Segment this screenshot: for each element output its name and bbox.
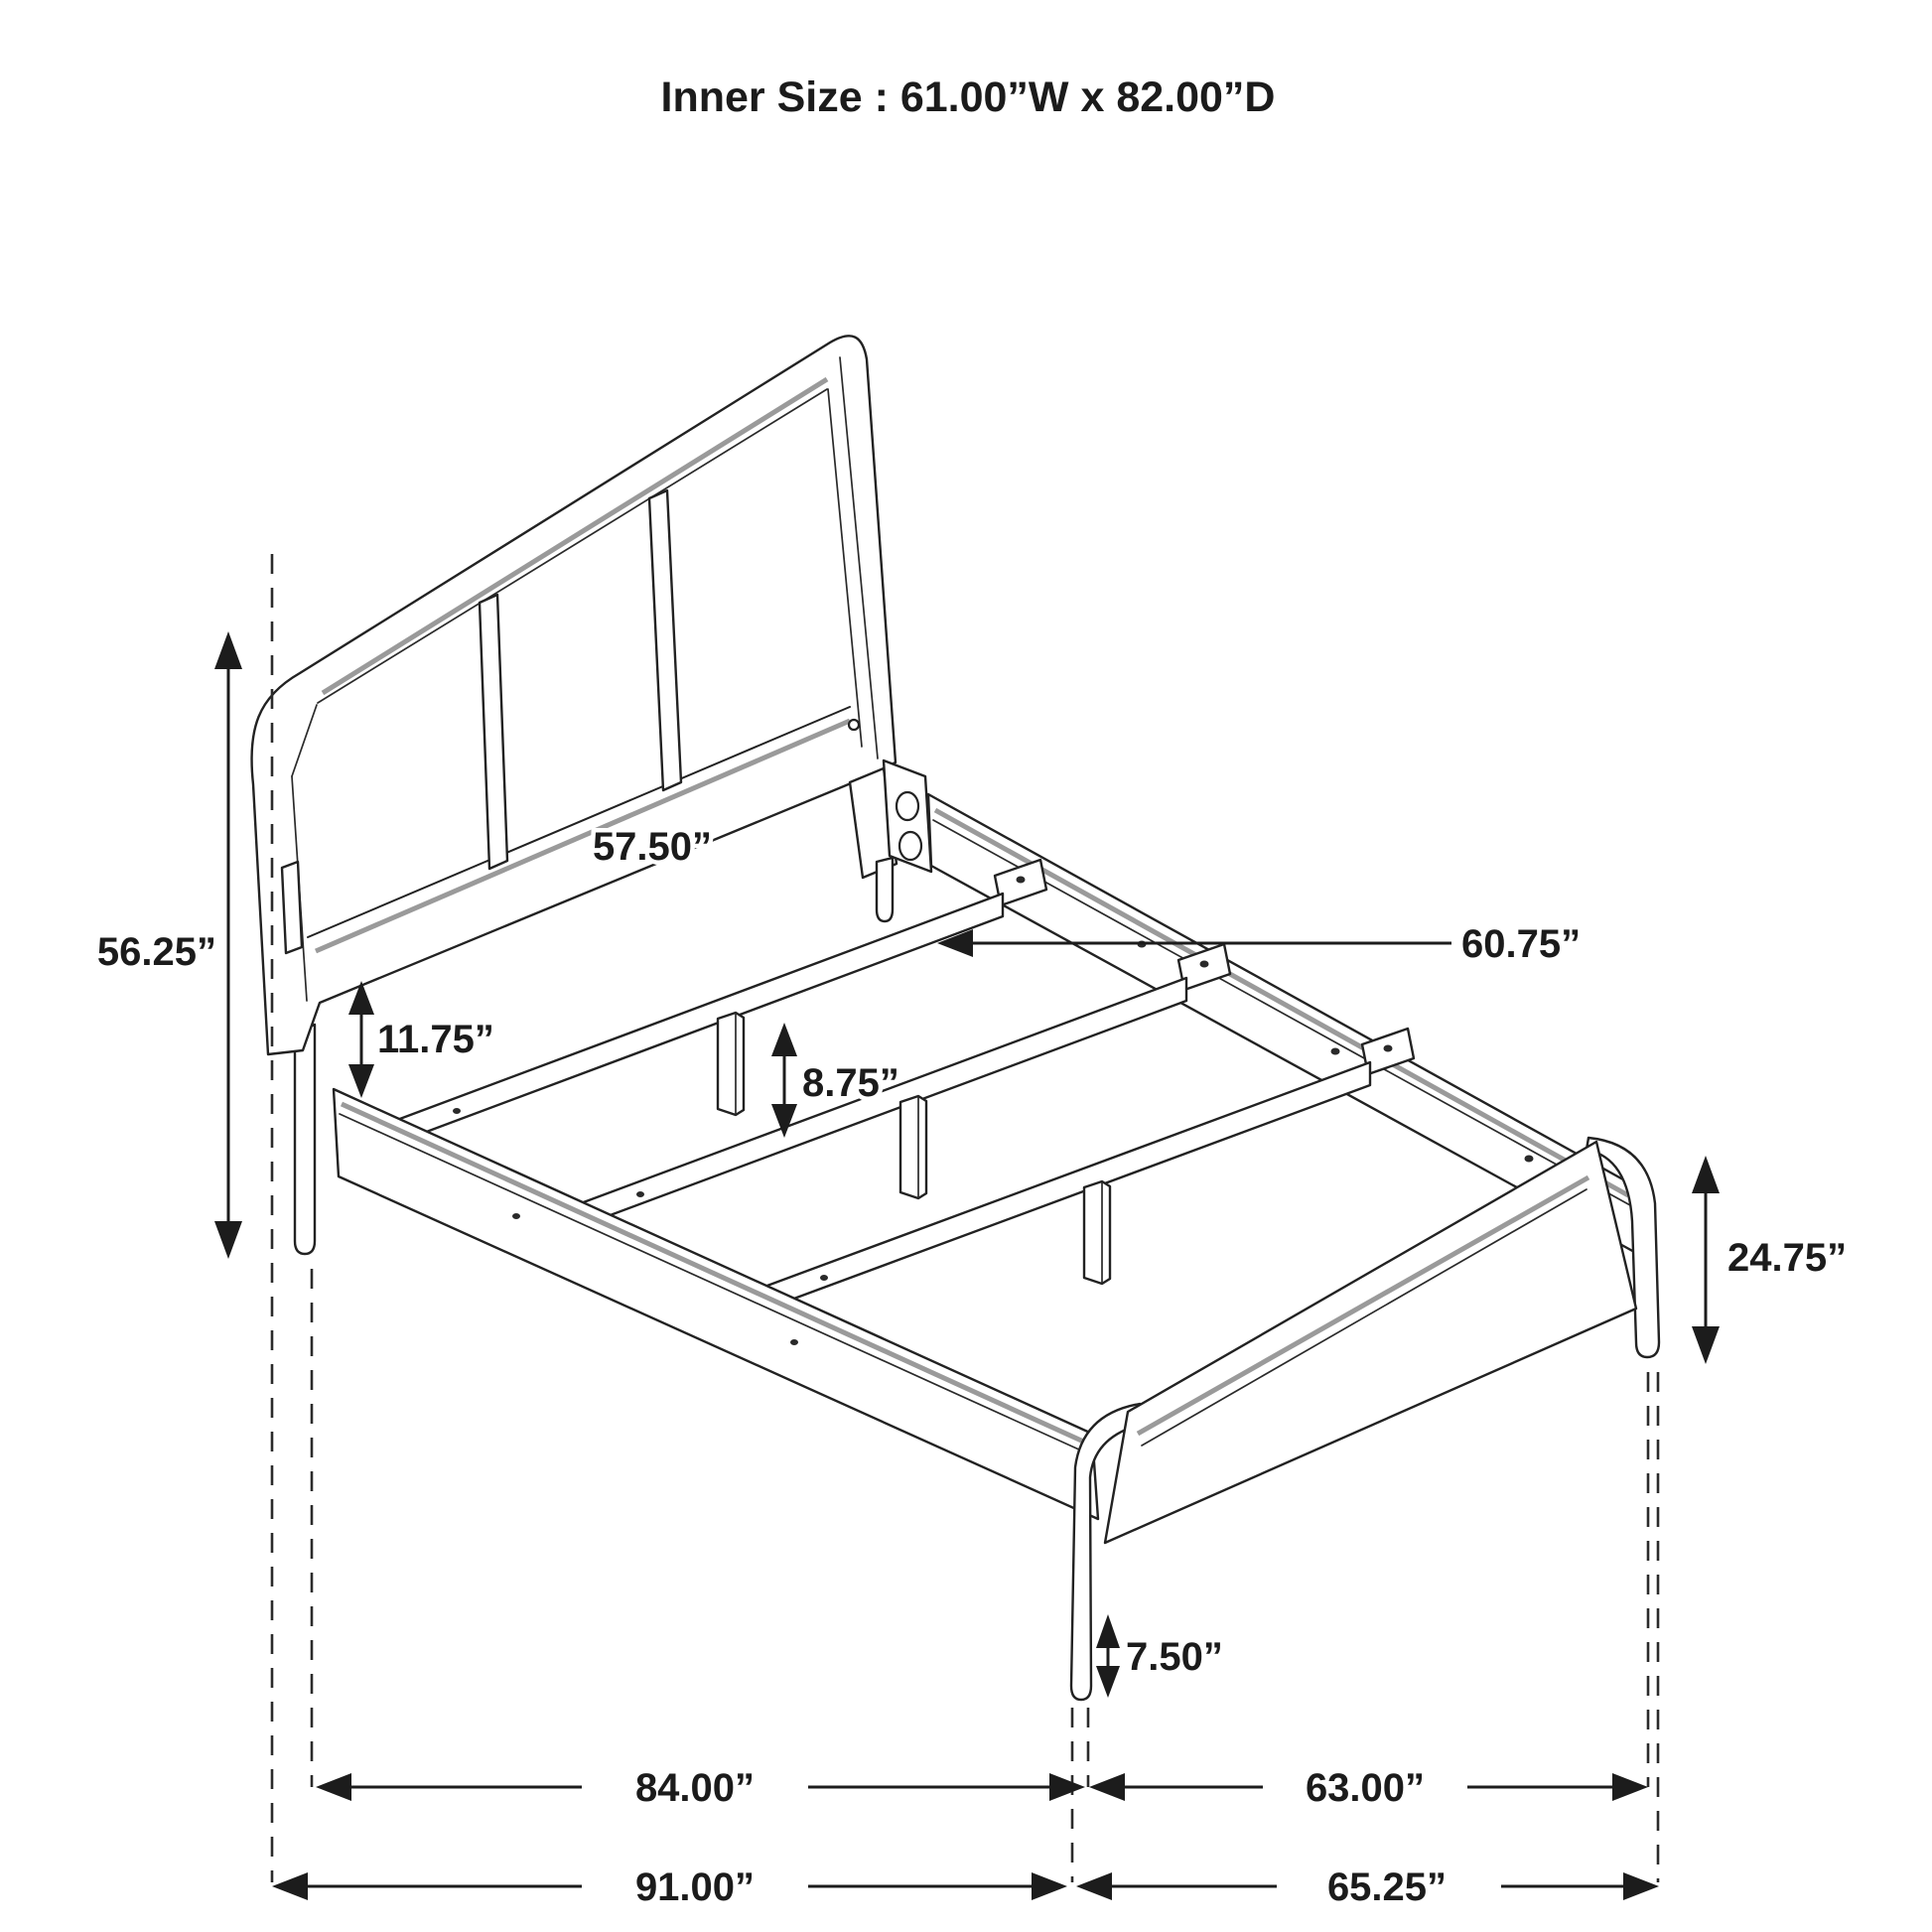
rail-bracket (884, 760, 931, 872)
dimension-frame-width (1089, 1766, 1648, 1810)
dimension-slat-length-label: 60.75” (1461, 922, 1582, 966)
dimension-overall-width (1076, 1865, 1659, 1909)
dimension-overall-width-label: 65.25” (1326, 1865, 1448, 1909)
rail-hook-plate (282, 862, 302, 953)
dimension-overall-length-label: 91.00” (634, 1865, 756, 1909)
footboard-panel (1105, 1142, 1636, 1543)
dimension-headboard-width (593, 825, 712, 869)
slat-leg (718, 1013, 744, 1115)
dimension-slat-leg-height-label: 8.75” (802, 1061, 899, 1105)
dimension-footboard-height-label: 24.75” (1727, 1236, 1848, 1280)
footboard (1071, 1138, 1659, 1700)
slat-leg (1084, 1181, 1110, 1284)
dimension-frame-length-label: 84.00” (634, 1766, 756, 1810)
dimension-headboard-height-label: 56.25” (96, 930, 216, 974)
diagram-title: Inner Size : 61.00”W x 82.00”D (660, 73, 1276, 121)
dimension-headboard-height (97, 631, 242, 1259)
dimension-footboard-leg-height (1096, 1614, 1223, 1698)
dimension-panel-to-rail (348, 981, 494, 1098)
dimension-panel-to-rail-label: 11.75” (377, 1018, 494, 1061)
dimension-footboard-leg-height-label: 7.50” (1126, 1635, 1223, 1679)
slat-leg (900, 1096, 926, 1198)
dimension-overall-length (272, 1865, 1067, 1909)
headboard-frame (251, 336, 896, 1054)
dimension-frame-width-label: 63.00” (1305, 1766, 1426, 1810)
dimension-frame-length (316, 1766, 1085, 1810)
dimension-headboard-width-label: 57.50” (592, 825, 713, 869)
dimension-footboard-height (1692, 1156, 1847, 1364)
headboard-front-leg (295, 1025, 315, 1254)
dimension-slat-length (937, 922, 1581, 966)
headboard-back-leg (877, 858, 893, 921)
